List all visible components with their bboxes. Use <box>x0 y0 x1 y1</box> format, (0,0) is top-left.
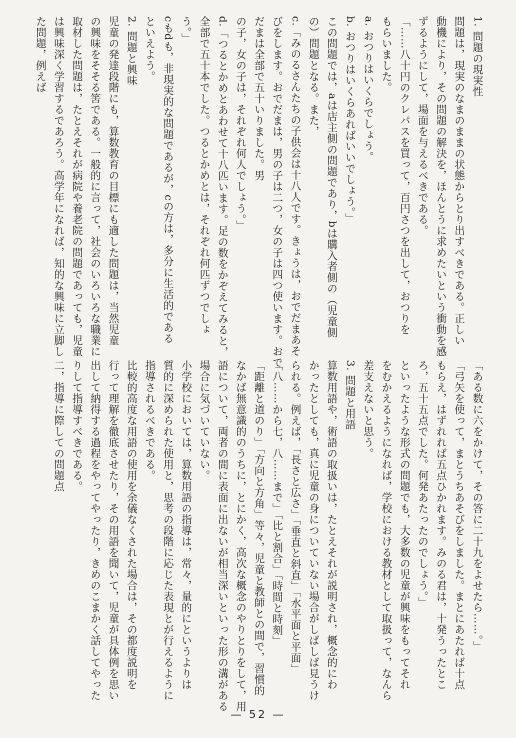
text-column: 取材した問題は，たとえそれが病院や養老院の問題であっても，児童 <box>71 16 84 357</box>
text-column: 全部で五十本でした。つるとかめとは，それぞれ何匹ずつでしょ <box>198 16 211 335</box>
text-column: この問題では，aは店主側の問題であり，bは購入者側の（児童側 <box>325 16 338 338</box>
text-column: の興味をそそる筈である。一般的に言って，社会のいろいろな職業に <box>89 16 102 357</box>
text-column: 出して納得する過程をやってやったり，きめのこまかく話してやった <box>89 360 102 701</box>
text-column: 「距離と道のり」「方向と方角」等々，児童と教師との間で，習慣的 <box>253 360 266 696</box>
text-column: 1. 問題の現実性 <box>471 16 484 97</box>
text-column: 問題は，現実のなまのままの状態からとり出すべきである。正しい <box>453 16 466 346</box>
text-column: といえよう。 <box>143 16 156 82</box>
text-column: をむかえるようになれば，学校における教材として取扱って，なんら <box>380 360 393 701</box>
text-column: られる。例えば，「長さと広さ」「垂直と斜直」「水平面と平面」 <box>289 360 302 675</box>
text-column: 小学校においては，算数用語の指導は，常々，量的にというよりは <box>180 360 193 690</box>
text-column: b. おつりはいくらあればいいでしょう。」 <box>344 16 357 224</box>
text-column: 動機により，その問題の解決を，ほんとうに求めたいという衝動を感 <box>435 16 448 357</box>
text-column: 質的に深められた使用と，思考の段階に応じた表現とが行えるように <box>162 360 175 701</box>
text-column: う。」 <box>180 16 193 44</box>
text-column: なかば無意識的のうちに，とにかく，高次な概念のやりとりをして，用 <box>234 360 247 712</box>
text-column: 算数用語や，術語の取扱いは，たとえそれが説明され，概念的にわ <box>325 360 338 690</box>
page-number: — 52 — <box>230 708 286 721</box>
text-column: 語について，両者の間に表面に出ないが相当深いといった形の溝がある <box>216 360 229 712</box>
text-column: の子，女の子は，それぞれ何人でしょう。」 <box>234 16 247 231</box>
text-column: 「ある数に六をかけて，その答に二十九をよせたら……。」 <box>471 360 484 652</box>
text-column: もらいました。 <box>380 16 393 93</box>
text-column: 二，指導に際しての問題点 <box>52 360 65 492</box>
text-column: 差支えないと思う。 <box>362 360 375 459</box>
text-column: 3. 問題と用語 <box>344 360 357 430</box>
text-column: d.「つるとかめとあわせて十八匹います。足の数をかぞえてみると， <box>216 16 229 358</box>
text-column: びをします。おでだまは，男の子は二つ，女の子は四つ使います。おで <box>271 16 284 368</box>
text-column: の）問題となる。また， <box>307 16 320 137</box>
text-column: 比較的高度な用語の使用を余儀なくされた場合は，その都度説明を <box>125 360 138 690</box>
text-column: だまは全部で五十いりました。男 <box>253 16 266 181</box>
text-column: cもdも，非現実的な問題であるが，cの方は，多分に生活的である <box>162 16 175 344</box>
text-column: 指導されるべきである。 <box>143 360 156 481</box>
text-column: 「弓矢を使って，まとうちあそびをしました。まとにあたれば十点 <box>453 360 466 690</box>
text-column: 「……八十円のクレパスを買って，百円さつを出して，おつりを <box>398 16 411 335</box>
text-column: は興味深く学習するであろう。高学年になれば，知的な興味に立脚し <box>52 16 65 357</box>
text-column: 児童の発達段階にも，算数教育の目標にも適した問題は，当然児童 <box>107 16 120 346</box>
text-column: c.「みのるさんたちの子供会は十八人です。きょうは，おでだまあそ <box>289 16 302 357</box>
text-column: 「八……から七，八……まで」「比と割合」「時間と時刻」 <box>271 360 284 647</box>
text-column: た問題，例えば <box>34 16 47 93</box>
text-column: かったとしても，真に児童の身についていない場合がしばしば見うけ <box>307 360 320 701</box>
text-column: もらえ，はずれれば五点ひかれます。みのる君は，十発うったとこ <box>435 360 448 690</box>
text-column: りして指導すべきである。 <box>71 360 84 492</box>
text-column: 行って理解を徹底させたり，その用語を聞いて，児童が具体例を思い <box>107 360 120 701</box>
text-column: a. おつりはいくらでしょう。 <box>362 16 375 163</box>
text-column: 2. 問題と興味 <box>125 16 138 86</box>
text-column: ろ，五十五点でした。何発あたったのでしょう。」 <box>416 360 429 608</box>
text-column: ずるようにして，場面を与えるべきである。 <box>416 16 429 236</box>
text-column: 場合に気づいていない。 <box>198 360 211 481</box>
text-column: といったような形式の問題でも，大多数の児童が興味をもってそれ <box>398 360 411 690</box>
